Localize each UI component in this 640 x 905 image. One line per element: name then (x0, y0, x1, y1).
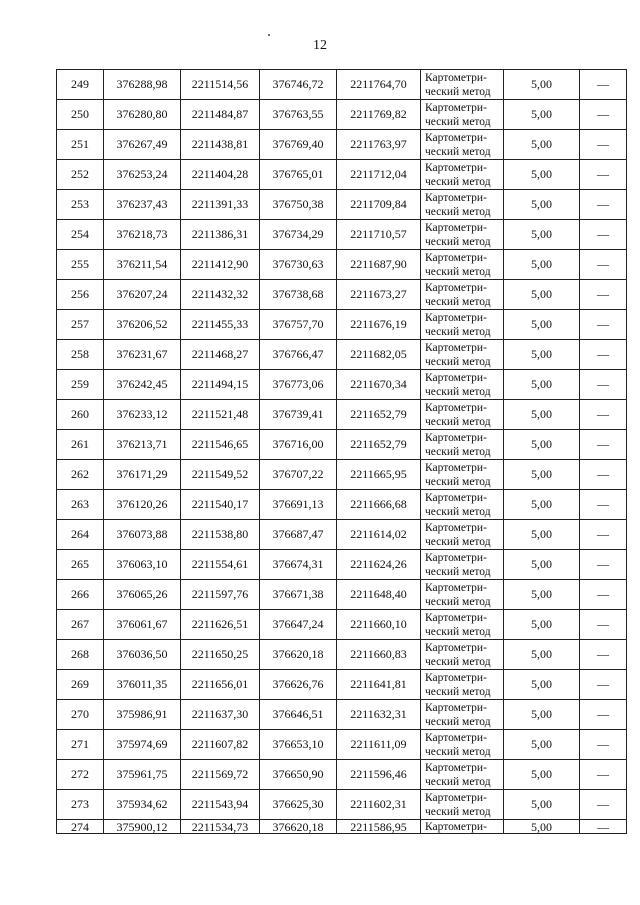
table-row (57, 400, 627, 430)
point-number-cell: 256 (57, 280, 104, 310)
method-line-1: Картометри- (425, 191, 487, 204)
method-cell (421, 190, 504, 220)
method-line-2: ческий метод (425, 445, 491, 458)
method-line-1: Картометри- (425, 161, 487, 174)
x-coordinate-cell: 376206,52 (104, 310, 181, 340)
y-coordinate-cell: 2211391,33 (181, 190, 260, 220)
method-cell (421, 340, 504, 370)
method-line-1: Картометри- (425, 371, 487, 384)
table-row (57, 610, 627, 640)
point-number-cell: 272 (57, 760, 104, 790)
description-cell: — (580, 670, 627, 700)
point-number-cell: 262 (57, 460, 104, 490)
method-cell (421, 310, 504, 340)
method-line-2: ческий метод (425, 775, 491, 788)
precision-cell: 5,00 (504, 340, 580, 370)
table-row (57, 730, 627, 760)
x-coordinate-cell: 375974,69 (104, 730, 181, 760)
method-line-2: ческий метод (425, 475, 491, 488)
method-line-1: Картометри- (425, 581, 487, 594)
precision-cell: 5,00 (504, 280, 580, 310)
method-cell (421, 400, 504, 430)
method-line-1: Картометри- (425, 521, 487, 534)
method-cell (421, 520, 504, 550)
method-line-1: Картометри- (425, 401, 487, 414)
x-coordinate-cell: 376730,63 (260, 250, 337, 280)
description-cell: — (580, 580, 627, 610)
method-cell (421, 160, 504, 190)
y-coordinate-cell: 2211602,31 (337, 790, 421, 820)
point-number-cell: 264 (57, 520, 104, 550)
description-cell: — (580, 280, 627, 310)
table-row (57, 190, 627, 220)
y-coordinate-cell: 2211764,70 (337, 70, 421, 100)
description-cell: — (580, 610, 627, 640)
precision-cell: 5,00 (504, 100, 580, 130)
y-coordinate-cell: 2211652,79 (337, 400, 421, 430)
x-coordinate-cell: 376233,12 (104, 400, 181, 430)
point-number-cell: 274 (57, 820, 104, 834)
y-coordinate-cell: 2211596,46 (337, 760, 421, 790)
description-cell: — (580, 100, 627, 130)
method-line-2: ческий метод (425, 235, 491, 248)
method-cell (421, 760, 504, 790)
table-row (57, 460, 627, 490)
description-cell: — (580, 550, 627, 580)
description-cell: — (580, 310, 627, 340)
x-coordinate-cell: 376237,43 (104, 190, 181, 220)
x-coordinate-cell: 376626,76 (260, 670, 337, 700)
precision-cell: 5,00 (504, 370, 580, 400)
precision-cell: 5,00 (504, 490, 580, 520)
x-coordinate-cell: 376218,73 (104, 220, 181, 250)
method-line-1: Картометри- (425, 731, 487, 744)
y-coordinate-cell: 2211521,48 (181, 400, 260, 430)
table-row (57, 310, 627, 340)
method-line-1: Картометри- (425, 221, 487, 234)
method-line-2: ческий метод (425, 265, 491, 278)
method-cell (421, 460, 504, 490)
x-coordinate-cell: 376750,38 (260, 190, 337, 220)
x-coordinate-cell: 376253,24 (104, 160, 181, 190)
method-line-1: Картометри- (425, 341, 487, 354)
x-coordinate-cell: 376036,50 (104, 640, 181, 670)
x-coordinate-cell: 376207,24 (104, 280, 181, 310)
x-coordinate-cell: 376061,67 (104, 610, 181, 640)
x-coordinate-cell: 376650,90 (260, 760, 337, 790)
y-coordinate-cell: 2211648,40 (337, 580, 421, 610)
table-row (57, 490, 627, 520)
x-coordinate-cell: 376757,70 (260, 310, 337, 340)
point-number-cell: 251 (57, 130, 104, 160)
x-coordinate-cell: 376280,80 (104, 100, 181, 130)
method-cell (421, 100, 504, 130)
description-cell: — (580, 250, 627, 280)
point-number-cell: 259 (57, 370, 104, 400)
method-line-2: ческий метод (425, 805, 491, 818)
y-coordinate-cell: 2211546,65 (181, 430, 260, 460)
method-line-1: Картометри- (425, 311, 487, 324)
y-coordinate-cell: 2211607,82 (181, 730, 260, 760)
x-coordinate-cell: 375961,75 (104, 760, 181, 790)
method-cell (421, 820, 504, 834)
description-cell: — (580, 130, 627, 160)
y-coordinate-cell: 2211597,76 (181, 580, 260, 610)
method-line-1: Картометри- (425, 701, 487, 714)
y-coordinate-cell: 2211637,30 (181, 700, 260, 730)
method-cell (421, 490, 504, 520)
x-coordinate-cell: 376674,31 (260, 550, 337, 580)
scan-speck (268, 34, 270, 36)
y-coordinate-cell: 2211712,04 (337, 160, 421, 190)
method-cell (421, 70, 504, 100)
x-coordinate-cell: 376746,72 (260, 70, 337, 100)
method-line-2: ческий метод (425, 145, 491, 158)
y-coordinate-cell: 2211549,52 (181, 460, 260, 490)
y-coordinate-cell: 2211666,68 (337, 490, 421, 520)
method-cell (421, 640, 504, 670)
description-cell: — (580, 640, 627, 670)
method-line-1: Картометри- (425, 551, 487, 564)
x-coordinate-cell: 376646,51 (260, 700, 337, 730)
table-row (57, 760, 627, 790)
x-coordinate-cell: 376653,10 (260, 730, 337, 760)
description-cell: — (580, 790, 627, 820)
y-coordinate-cell: 2211676,19 (337, 310, 421, 340)
description-cell: — (580, 490, 627, 520)
point-number-cell: 266 (57, 580, 104, 610)
precision-cell: 5,00 (504, 70, 580, 100)
x-coordinate-cell: 376738,68 (260, 280, 337, 310)
x-coordinate-cell: 375986,91 (104, 700, 181, 730)
method-line-1: Картометри- (425, 71, 487, 84)
point-number-cell: 252 (57, 160, 104, 190)
description-cell: — (580, 370, 627, 400)
x-coordinate-cell: 376211,54 (104, 250, 181, 280)
table-row (57, 250, 627, 280)
point-number-cell: 261 (57, 430, 104, 460)
description-cell: — (580, 730, 627, 760)
table-row (57, 700, 627, 730)
table-row (57, 70, 627, 100)
y-coordinate-cell: 2211611,09 (337, 730, 421, 760)
page-number: 12 (313, 38, 327, 53)
method-line-2: ческий метод (425, 385, 491, 398)
method-line-1: Картометри- (425, 491, 487, 504)
method-cell (421, 370, 504, 400)
x-coordinate-cell: 376734,29 (260, 220, 337, 250)
point-number-cell: 273 (57, 790, 104, 820)
y-coordinate-cell: 2211514,56 (181, 70, 260, 100)
method-cell (421, 700, 504, 730)
y-coordinate-cell: 2211386,31 (181, 220, 260, 250)
precision-cell: 5,00 (504, 130, 580, 160)
method-line-2: ческий метод (425, 205, 491, 218)
x-coordinate-cell: 376765,01 (260, 160, 337, 190)
method-line-2: ческий метод (425, 415, 491, 428)
point-number-cell: 260 (57, 400, 104, 430)
x-coordinate-cell: 376288,98 (104, 70, 181, 100)
y-coordinate-cell: 2211709,84 (337, 190, 421, 220)
table-row (57, 670, 627, 700)
method-cell (421, 670, 504, 700)
precision-cell: 5,00 (504, 190, 580, 220)
method-line-2: ческий метод (425, 355, 491, 368)
y-coordinate-cell: 2211626,51 (181, 610, 260, 640)
y-coordinate-cell: 2211769,82 (337, 100, 421, 130)
precision-cell: 5,00 (504, 310, 580, 340)
y-coordinate-cell: 2211438,81 (181, 130, 260, 160)
method-line-1: Картометри- (425, 431, 487, 444)
description-cell: — (580, 190, 627, 220)
method-cell (421, 790, 504, 820)
y-coordinate-cell: 2211652,79 (337, 430, 421, 460)
y-coordinate-cell: 2211455,33 (181, 310, 260, 340)
method-line-2: ческий метод (425, 595, 491, 608)
point-number-cell: 254 (57, 220, 104, 250)
y-coordinate-cell: 2211632,31 (337, 700, 421, 730)
description-cell: — (580, 400, 627, 430)
description-cell: — (580, 520, 627, 550)
y-coordinate-cell: 2211412,90 (181, 250, 260, 280)
x-coordinate-cell: 375934,62 (104, 790, 181, 820)
method-cell (421, 430, 504, 460)
method-cell (421, 220, 504, 250)
y-coordinate-cell: 2211660,83 (337, 640, 421, 670)
x-coordinate-cell: 376171,29 (104, 460, 181, 490)
y-coordinate-cell: 2211614,02 (337, 520, 421, 550)
table-row (57, 550, 627, 580)
method-line-1: Картометри- (425, 131, 487, 144)
y-coordinate-cell: 2211432,32 (181, 280, 260, 310)
method-line-1: Картометри- (425, 761, 487, 774)
x-coordinate-cell: 376691,13 (260, 490, 337, 520)
method-line-2: ческий метод (425, 655, 491, 668)
precision-cell: 5,00 (504, 670, 580, 700)
y-coordinate-cell: 2211650,25 (181, 640, 260, 670)
description-cell: — (580, 820, 627, 834)
method-line-2: ческий метод (425, 295, 491, 308)
y-coordinate-cell: 2211660,10 (337, 610, 421, 640)
point-number-cell: 253 (57, 190, 104, 220)
precision-cell: 5,00 (504, 580, 580, 610)
method-line-2: ческий метод (425, 715, 491, 728)
table-row (57, 820, 627, 834)
precision-cell: 5,00 (504, 820, 580, 834)
description-cell: — (580, 430, 627, 460)
point-number-cell: 271 (57, 730, 104, 760)
x-coordinate-cell: 376120,26 (104, 490, 181, 520)
x-coordinate-cell: 376625,30 (260, 790, 337, 820)
y-coordinate-cell: 2211569,72 (181, 760, 260, 790)
point-number-cell: 267 (57, 610, 104, 640)
x-coordinate-cell: 376065,26 (104, 580, 181, 610)
method-cell (421, 610, 504, 640)
x-coordinate-cell: 376687,47 (260, 520, 337, 550)
point-number-cell: 269 (57, 670, 104, 700)
precision-cell: 5,00 (504, 610, 580, 640)
precision-cell: 5,00 (504, 250, 580, 280)
table-row (57, 640, 627, 670)
method-line-2: ческий метод (425, 565, 491, 578)
x-coordinate-cell: 376716,00 (260, 430, 337, 460)
description-cell: — (580, 760, 627, 790)
table-row (57, 790, 627, 820)
y-coordinate-cell: 2211494,15 (181, 370, 260, 400)
x-coordinate-cell: 376620,18 (260, 820, 337, 834)
method-line-2: ческий метод (425, 505, 491, 518)
description-cell: — (580, 460, 627, 490)
x-coordinate-cell: 376231,67 (104, 340, 181, 370)
table-row (57, 220, 627, 250)
y-coordinate-cell: 2211543,94 (181, 790, 260, 820)
description-cell: — (580, 340, 627, 370)
method-cell (421, 550, 504, 580)
x-coordinate-cell: 375900,12 (104, 820, 181, 834)
point-number-cell: 249 (57, 70, 104, 100)
method-cell (421, 730, 504, 760)
precision-cell: 5,00 (504, 160, 580, 190)
x-coordinate-cell: 376213,71 (104, 430, 181, 460)
table-row (57, 430, 627, 460)
method-line-2: ческий метод (425, 535, 491, 548)
method-line-2: ческий метод (425, 115, 491, 128)
method-line-2: ческий метод (425, 325, 491, 338)
y-coordinate-cell: 2211468,27 (181, 340, 260, 370)
description-cell: — (580, 700, 627, 730)
x-coordinate-cell: 376766,47 (260, 340, 337, 370)
x-coordinate-cell: 376620,18 (260, 640, 337, 670)
x-coordinate-cell: 376671,38 (260, 580, 337, 610)
method-line-1: Картометри- (425, 461, 487, 474)
precision-cell: 5,00 (504, 760, 580, 790)
table-row (57, 160, 627, 190)
point-number-cell: 265 (57, 550, 104, 580)
table-row (57, 280, 627, 310)
y-coordinate-cell: 2211665,95 (337, 460, 421, 490)
table-row (57, 370, 627, 400)
description-cell: — (580, 70, 627, 100)
method-line-2: ческий метод (425, 625, 491, 638)
method-line-1: Картометри- (425, 820, 487, 833)
y-coordinate-cell: 2211586,95 (337, 820, 421, 834)
x-coordinate-cell: 376763,55 (260, 100, 337, 130)
coordinates-table-body (57, 70, 627, 834)
x-coordinate-cell: 376707,22 (260, 460, 337, 490)
method-line-2: ческий метод (425, 175, 491, 188)
point-number-cell: 257 (57, 310, 104, 340)
method-line-1: Картометри- (425, 671, 487, 684)
y-coordinate-cell: 2211710,57 (337, 220, 421, 250)
method-cell (421, 250, 504, 280)
method-cell (421, 580, 504, 610)
x-coordinate-cell: 376773,06 (260, 370, 337, 400)
method-line-1: Картометри- (425, 281, 487, 294)
precision-cell: 5,00 (504, 520, 580, 550)
table-row (57, 340, 627, 370)
y-coordinate-cell: 2211641,81 (337, 670, 421, 700)
method-line-1: Картометри- (425, 101, 487, 114)
y-coordinate-cell: 2211624,26 (337, 550, 421, 580)
y-coordinate-cell: 2211673,27 (337, 280, 421, 310)
precision-cell: 5,00 (504, 400, 580, 430)
method-line-2: ческий метод (425, 745, 491, 758)
method-cell (421, 130, 504, 160)
precision-cell: 5,00 (504, 430, 580, 460)
method-line-1: Картометри- (425, 251, 487, 264)
precision-cell: 5,00 (504, 640, 580, 670)
precision-cell: 5,00 (504, 700, 580, 730)
x-coordinate-cell: 376739,41 (260, 400, 337, 430)
x-coordinate-cell: 376769,40 (260, 130, 337, 160)
y-coordinate-cell: 2211554,61 (181, 550, 260, 580)
precision-cell: 5,00 (504, 550, 580, 580)
method-cell (421, 280, 504, 310)
y-coordinate-cell: 2211484,87 (181, 100, 260, 130)
method-line-1: Картометри- (425, 641, 487, 654)
point-number-cell: 255 (57, 250, 104, 280)
y-coordinate-cell: 2211763,97 (337, 130, 421, 160)
x-coordinate-cell: 376073,88 (104, 520, 181, 550)
point-number-cell: 270 (57, 700, 104, 730)
table-row (57, 100, 627, 130)
point-number-cell: 268 (57, 640, 104, 670)
method-line-2: ческий метод (425, 685, 491, 698)
y-coordinate-cell: 2211656,01 (181, 670, 260, 700)
point-number-cell: 263 (57, 490, 104, 520)
point-number-cell: 258 (57, 340, 104, 370)
method-line-1: Картометри- (425, 791, 487, 804)
x-coordinate-cell: 376063,10 (104, 550, 181, 580)
y-coordinate-cell: 2211534,73 (181, 820, 260, 834)
y-coordinate-cell: 2211404,28 (181, 160, 260, 190)
coordinates-table (56, 69, 627, 834)
precision-cell: 5,00 (504, 220, 580, 250)
y-coordinate-cell: 2211540,17 (181, 490, 260, 520)
description-cell: — (580, 220, 627, 250)
x-coordinate-cell: 376267,49 (104, 130, 181, 160)
y-coordinate-cell: 2211670,34 (337, 370, 421, 400)
table-row (57, 580, 627, 610)
method-line-2: ческий метод (425, 85, 491, 98)
x-coordinate-cell: 376011,35 (104, 670, 181, 700)
y-coordinate-cell: 2211538,80 (181, 520, 260, 550)
precision-cell: 5,00 (504, 790, 580, 820)
table-row (57, 130, 627, 160)
x-coordinate-cell: 376647,24 (260, 610, 337, 640)
table-row (57, 520, 627, 550)
method-line-1: Картометри- (425, 611, 487, 624)
precision-cell: 5,00 (504, 730, 580, 760)
y-coordinate-cell: 2211687,90 (337, 250, 421, 280)
point-number-cell: 250 (57, 100, 104, 130)
description-cell: — (580, 160, 627, 190)
x-coordinate-cell: 376242,45 (104, 370, 181, 400)
precision-cell: 5,00 (504, 460, 580, 490)
y-coordinate-cell: 2211682,05 (337, 340, 421, 370)
